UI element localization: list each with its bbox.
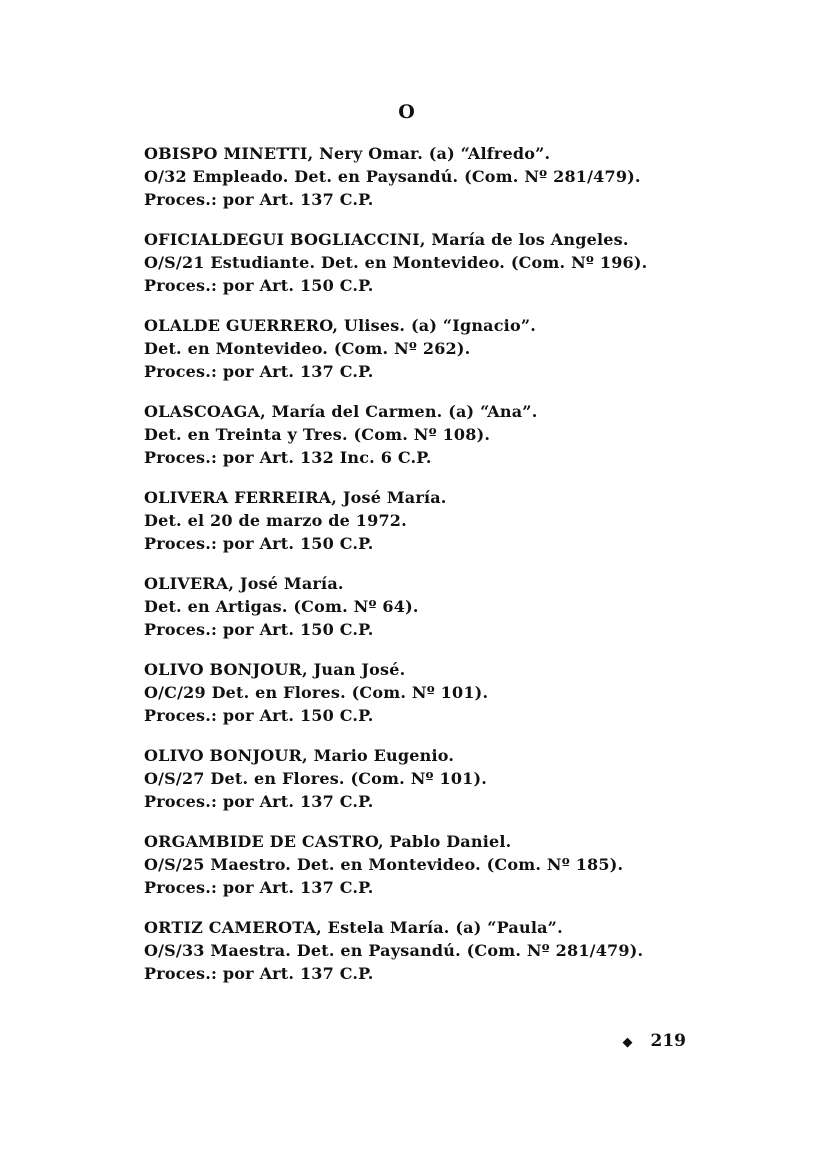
entry-list (144, 142, 704, 1002)
diamond-icon: ◆ (622, 1035, 633, 1050)
entry-process-line: Proces.: por Art. 150 C.P. (144, 534, 374, 553)
entry-detail-line: O/32 Empleado. Det. en Paysandú. (Com. Nº 281/479). (144, 167, 641, 186)
entry-olivera (144, 572, 704, 658)
entry-name-line: OLIVO BONJOUR, Juan José. (144, 660, 406, 679)
entry-obispo-minetti (144, 142, 704, 228)
entry-name-line: OLIVERA FERREIRA, José María. (144, 488, 447, 507)
entry-olivera-ferreira (144, 486, 704, 572)
page-number: 219 (650, 1031, 686, 1051)
entry-process-line: Proces.: por Art. 137 C.P. (144, 964, 374, 983)
entry-oficialdegui-bogliaccini (144, 228, 704, 314)
entry-name-line: OLASCOAGA, María del Carmen. (a) “Ana”. (144, 402, 538, 421)
entry-process-line: Proces.: por Art. 137 C.P. (144, 792, 374, 811)
section-letter: O (398, 101, 415, 123)
entry-olivo-bonjour-mario (144, 744, 704, 830)
entry-name-line: OLIVERA, José María. (144, 574, 344, 593)
entry-ortiz-camerota (144, 916, 704, 1002)
entry-name-line: ORTIZ CAMEROTA, Estela María. (a) “Paula”. (144, 918, 563, 937)
entry-detail-line: Det. en Montevideo. (Com. Nº 262). (144, 339, 471, 358)
entry-process-line: Proces.: por Art. 132 Inc. 6 C.P. (144, 448, 432, 467)
entry-olascoaga (144, 400, 704, 486)
entry-name-line: OBISPO MINETTI, Nery Omar. (a) “Alfredo”. (144, 144, 551, 163)
entry-name-line: OLALDE GUERRERO, Ulises. (a) “Ignacio”. (144, 316, 536, 335)
entry-detail-line: O/S/27 Det. en Flores. (Com. Nº 101). (144, 769, 488, 788)
entry-detail-line: Det. el 20 de marzo de 1972. (144, 511, 407, 530)
entry-detail-line: Det. en Artigas. (Com. Nº 64). (144, 597, 419, 616)
entry-process-line: Proces.: por Art. 137 C.P. (144, 362, 374, 381)
entry-orgambide-de-castro (144, 830, 704, 916)
entry-process-line: Proces.: por Art. 137 C.P. (144, 878, 374, 897)
entry-name-line: ORGAMBIDE DE CASTRO, Pablo Daniel. (144, 832, 512, 851)
entry-process-line: Proces.: por Art. 150 C.P. (144, 620, 374, 639)
entry-olivo-bonjour-juan (144, 658, 704, 744)
entry-name-line: OFICIALDEGUI BOGLIACCINI, María de los Angeles. (144, 230, 629, 249)
entry-olalde-guerrero (144, 314, 704, 400)
entry-process-line: Proces.: por Art. 150 C.P. (144, 276, 374, 295)
entry-detail-line: O/S/21 Estudiante. Det. en Montevideo. (Com. Nº 196). (144, 253, 648, 272)
entry-detail-line: O/C/29 Det. en Flores. (Com. Nº 101). (144, 683, 489, 702)
entry-process-line: Proces.: por Art. 137 C.P. (144, 190, 374, 209)
entry-detail-line: O/S/25 Maestro. Det. en Montevideo. (Com. Nº 185). (144, 855, 624, 874)
entry-detail-line: Det. en Treinta y Tres. (Com. Nº 108). (144, 425, 491, 444)
page-footer (623, 1030, 687, 1054)
entry-name-line: OLIVO BONJOUR, Mario Eugenio. (144, 746, 455, 765)
entry-process-line: Proces.: por Art. 150 C.P. (144, 706, 374, 725)
entry-detail-line: O/S/33 Maestra. Det. en Paysandú. (Com. Nº 281/479). (144, 941, 644, 960)
